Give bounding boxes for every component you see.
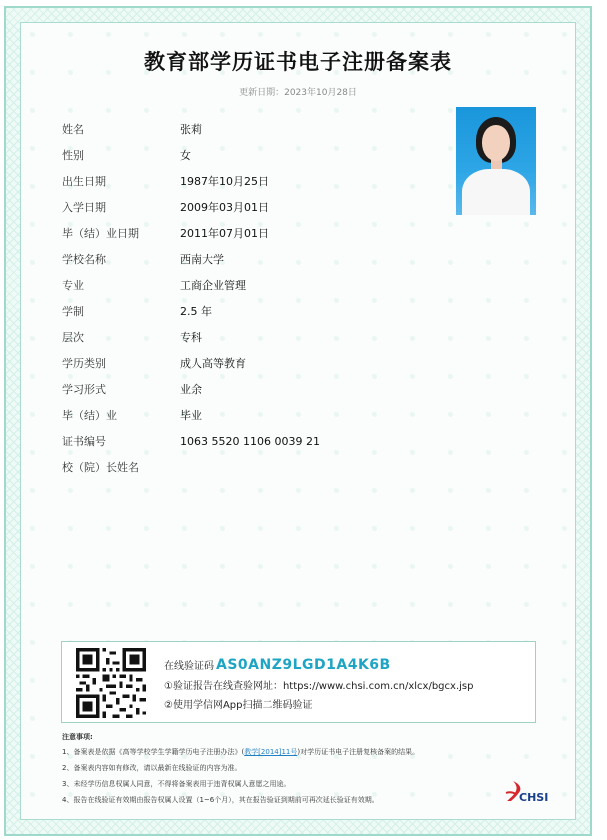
field-level xyxy=(62,324,442,350)
chsi-logo xyxy=(503,779,555,805)
qr-code-icon[interactable] xyxy=(76,648,146,718)
verification-url-instruction: ①验证报告在线查验网址：https://www.chsi.com.cn/xlcx/bgcx.jsp xyxy=(164,681,474,692)
notes-title: 注意事项: xyxy=(62,733,93,741)
notes-section xyxy=(62,732,502,811)
note-text: )对学历证书电子注册复核备案的结果。 xyxy=(297,748,420,756)
field-value: 张莉 xyxy=(180,123,202,136)
field-enrollment-date xyxy=(62,194,442,220)
field-education-type xyxy=(62,350,442,376)
note-item: 2、备案表内容如有修改，请以最新在线验证的内容为准。 xyxy=(62,764,242,772)
record-fields xyxy=(62,116,442,480)
id-photo xyxy=(456,107,536,215)
field-president-name xyxy=(62,454,442,480)
note-item: 4、报告在线验证有效期由报告权属人设置（1~6个月），其在报告验证到期前可再次延长验证有效期。 xyxy=(62,796,379,804)
field-value: 1987年10月25日 xyxy=(180,175,269,188)
field-label: 姓名 xyxy=(62,123,84,136)
field-value: 西南大学 xyxy=(180,253,224,266)
field-label: 学习形式 xyxy=(62,383,106,396)
note-item xyxy=(62,747,502,757)
field-value: 2011年07月01日 xyxy=(180,227,269,240)
field-label: 证书编号 xyxy=(62,435,106,448)
verification-code-line xyxy=(164,657,473,673)
field-value: 毕业 xyxy=(180,409,202,422)
field-label: 专业 xyxy=(62,279,84,292)
field-label: 出生日期 xyxy=(62,175,106,188)
verification-info xyxy=(164,657,473,711)
field-certificate-number xyxy=(62,428,442,454)
field-label: 入学日期 xyxy=(62,201,106,214)
field-label: 校（院）长姓名 xyxy=(62,461,139,474)
field-school-name xyxy=(62,246,442,272)
field-value: 2009年03月01日 xyxy=(180,201,269,214)
update-date: 更新日期：2023年10月28日 xyxy=(239,88,357,98)
field-label: 学校名称 xyxy=(62,253,106,266)
verification-panel xyxy=(61,641,536,723)
photo-shirt xyxy=(462,169,530,215)
verification-app-instruction: ②使用学信网App扫描二维码验证 xyxy=(164,700,313,711)
logo-text: CHSI xyxy=(519,791,549,804)
note-item: 3、未经学历信息权属人同意，不得将备案表用于违背权属人意愿之用途。 xyxy=(62,780,291,788)
field-label: 层次 xyxy=(62,331,84,344)
field-value: 专科 xyxy=(180,331,202,344)
photo-face xyxy=(482,125,510,161)
field-value: 工商企业管理 xyxy=(180,279,246,292)
field-value: 2.5 年 xyxy=(180,305,212,318)
field-gender xyxy=(62,142,442,168)
field-label: 毕（结）业日期 xyxy=(62,227,139,240)
field-completion-status xyxy=(62,402,442,428)
verification-code: AS0ANZ9LGD1A4K6B xyxy=(216,657,391,673)
field-value: 业余 xyxy=(180,383,202,396)
document-title: 教育部学历证书电子注册备案表 xyxy=(144,50,452,74)
field-label: 学历类别 xyxy=(62,357,106,370)
field-label: 性别 xyxy=(62,149,84,162)
field-duration xyxy=(62,298,442,324)
field-value: 1063 5520 1106 0039 21 xyxy=(180,434,320,448)
regulation-link[interactable]: 教学[2014]11号 xyxy=(244,748,298,756)
field-major xyxy=(62,272,442,298)
field-graduation-date xyxy=(62,220,442,246)
field-birth-date xyxy=(62,168,442,194)
verification-code-label: 在线验证码 xyxy=(164,661,214,672)
field-label: 毕（结）业 xyxy=(62,409,117,422)
field-value: 成人高等教育 xyxy=(180,357,246,370)
field-name xyxy=(62,116,442,142)
field-label: 学制 xyxy=(62,305,84,318)
field-study-mode xyxy=(62,376,442,402)
field-value: 女 xyxy=(180,149,191,162)
note-text: 1、备案表是依据《高等学校学生学籍学历电子注册办法》( xyxy=(62,748,245,756)
